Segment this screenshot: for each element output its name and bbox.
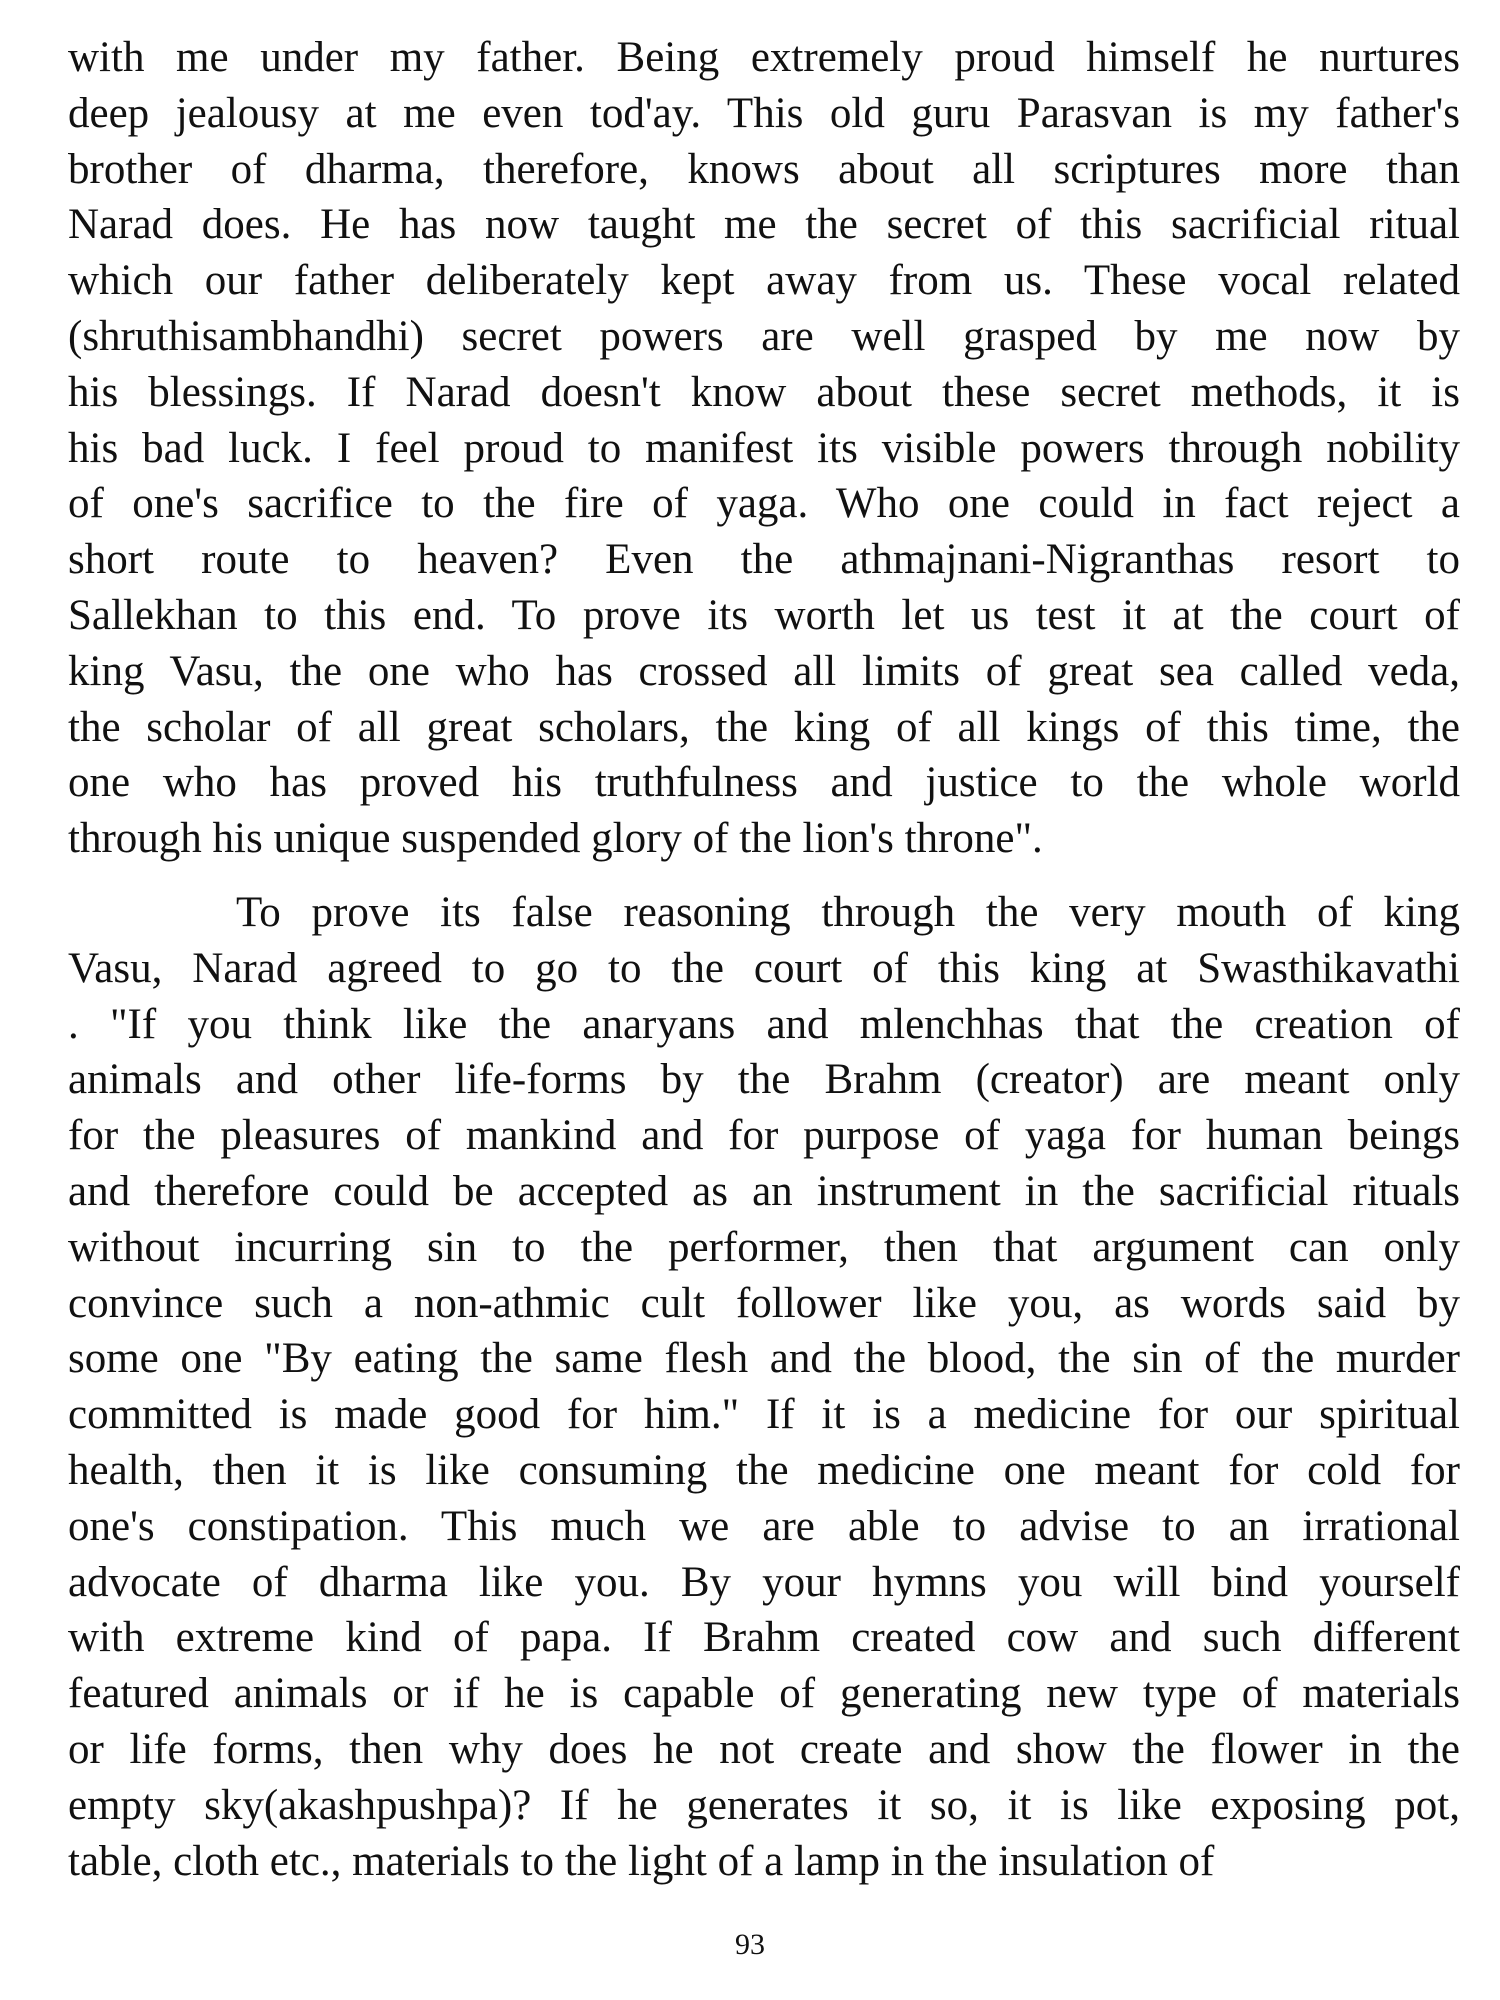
text-line: convince such a non-athmic cult follower like you, as words said by <box>68 1279 1460 1327</box>
text-line: committed is made good for him." If it is a medicine for our spiritual <box>68 1391 1460 1439</box>
text-line: some one "By eating the same flesh and the blood, the sin of the murder <box>68 1335 1460 1383</box>
text-line: with extreme kind of papa. If Brahm created cow and such different <box>68 1614 1460 1662</box>
text-line: Vasu, Narad agreed to go to the court of this king at Swasthikavathi <box>68 944 1460 992</box>
text-line: health, then it is like consuming the medicine one meant for cold for <box>68 1446 1460 1494</box>
page-number: 93 <box>735 1928 765 1961</box>
text-line: which our father deliberately kept away from us. These vocal related <box>68 257 1460 305</box>
text-line: his blessings. If Narad doesn't know about these secret methods, it is <box>68 368 1460 416</box>
text-line: one who has proved his truthfulness and justice to the whole world <box>68 759 1460 807</box>
text-line: one's constipation. This much we are able to advise to an irrational <box>68 1502 1460 1550</box>
text-line: . "If you think like the anaryans and mlenchhas that the creation of <box>68 1000 1460 1048</box>
text-line: and therefore could be accepted as an instrument in the sacrificial rituals <box>68 1167 1460 1215</box>
text-line: or life forms, then why does he not create and show the flower in the <box>68 1725 1460 1773</box>
text-line: animals and other life-forms by the Brahm (creator) are meant only <box>68 1056 1460 1104</box>
text-line: (shruthisambhandhi) secret powers are well grasped by me now by <box>68 312 1460 360</box>
paragraph-1 <box>68 30 1460 867</box>
text-line: without incurring sin to the performer, then that argument can only <box>68 1223 1460 1271</box>
text-line: short route to heaven? Even the athmajnani-Nigranthas resort to <box>68 536 1460 584</box>
text-line: Narad does. He has now taught me the secret of this sacrificial ritual <box>68 201 1460 249</box>
paragraph-2 <box>68 885 1460 1889</box>
text-line: Sallekhan to this end. To prove its worth let us test it at the court of <box>68 591 1460 639</box>
text-line: table, cloth etc., materials to the light of a lamp in the insulation of <box>68 1837 1215 1885</box>
text-line: the scholar of all great scholars, the king of all kings of this time, the <box>68 703 1460 751</box>
text-line: king Vasu, the one who has crossed all limits of great sea called veda, <box>68 647 1460 695</box>
paragraph-gap <box>68 867 1460 885</box>
text-line: for the pleasures of mankind and for purpose of yaga for human beings <box>68 1112 1460 1160</box>
text-line: his bad luck. I feel proud to manifest its visible powers through nobility <box>68 424 1460 472</box>
text-line: deep jealousy at me even tod'ay. This old guru Parasvan is my father's <box>68 89 1460 137</box>
text-line: To prove its false reasoning through the very mouth of king <box>236 888 1460 936</box>
body-text <box>68 30 1460 1889</box>
text-line: of one's sacrifice to the fire of yaga. Who one could in fact reject a <box>68 480 1460 528</box>
text-line: with me under my father. Being extremely proud himself he nurtures <box>68 34 1460 81</box>
text-line: through his unique suspended glory of the lion's throne". <box>68 815 1043 863</box>
text-line: empty sky(akashpushpa)? If he generates it so, it is like exposing pot, <box>68 1781 1460 1829</box>
text-line: featured animals or if he is capable of generating new type of materials <box>68 1670 1460 1718</box>
text-line: advocate of dharma like you. By your hymns you will bind yourself <box>68 1558 1460 1606</box>
text-line: brother of dharma, therefore, knows about all scriptures more than <box>68 145 1460 193</box>
